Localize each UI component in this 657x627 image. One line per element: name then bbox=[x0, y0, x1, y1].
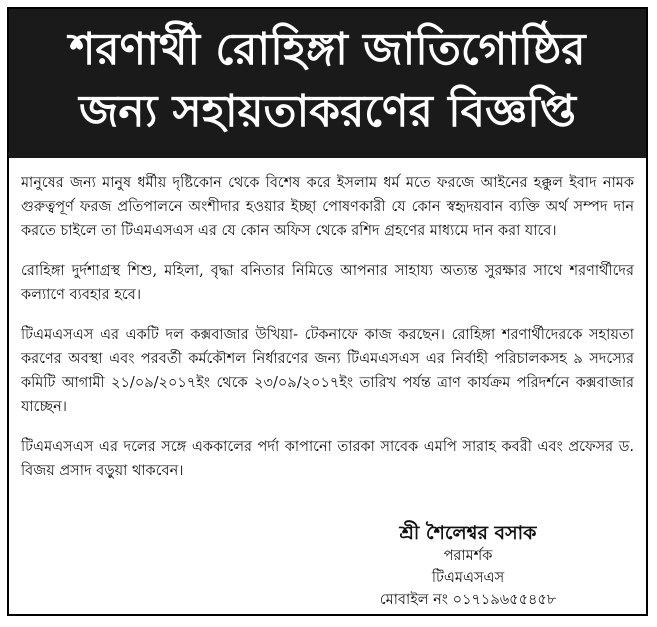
paragraph-usage: রোহিঙ্গা দুর্দশাগ্রস্থ শিশু, মহিলা, বৃদ্ধা বনিতার নিমিত্তে আপনার সাহায্য অত্যন্ত সুরক্ষার সাথে শরণার্থীদের কল্যাণে ব্যবহার হবে। bbox=[21, 263, 634, 303]
headline-line-1: শরণার্থী রোহিঙ্গা জাতিগোষ্ঠির bbox=[69, 24, 586, 75]
paragraph-guests: টিএমএসএস এর দলের সঙ্গে এককালের পর্দা কাপানো তারকা সাবেক এমপি সারাহ কবরী এবং প্রফেসর ড. বিজয় প্রসাদ বড়ুয়া থাকবেন। bbox=[21, 439, 634, 479]
signature-block bbox=[338, 521, 598, 611]
signatory-phone: মোবাইল নং ০১৭১৯৬৫৫৪৫৮ bbox=[379, 592, 557, 608]
headline-line-2: জন্য সহায়তাকরণের বিজ্ঞপ্তি bbox=[78, 86, 577, 137]
notice-box bbox=[7, 7, 648, 616]
signatory-role: পরামর্শক bbox=[443, 548, 493, 564]
headline-banner bbox=[9, 9, 646, 158]
paragraph-team-visit: টিএমএসএস এর একটি দল কক্সবাজার উখিয়া- টেকনাফে কাজ করছেন। রোহিঙ্গা শরণার্থীদেরকে সহায়তা করণের অবস্থা এবং পরবর্তী কর্মকৌশল নির্ধারণের জন্য টিএমএসএস এর নির্বাহী পরিচালকসহ ৯ সদস্যের কমিটি আগামী ২১/০৯/২০১৭ইং থেকে ২৩/০৯/২০১৭ইং তারিখ পর্যন্ত ত্রাণ কার্যক্রম পরিদর্শনে কক্সবাজার যাচ্ছেন। bbox=[21, 327, 634, 415]
paragraph-donation: মানুষের জন্য মানুষ ধর্মীয় দৃষ্টিকোন থেকে বিশেষ করে ইসলাম ধর্ম মতে ফরজে আইনের হক্কুল ইবাদ নামক গুরুত্বপূর্ণ ফরজ প্রতিপালনে অংশীদার হওয়ার ইচ্ছা পোষণকারী যে কোন স্বহৃদয়বান ব্যক্তি অর্থ সম্পদ দান করতে চাইলে তা টিএমএসএস এর যে কোন অফিস থেকে রশিদ গ্রহণের মাধ্যমে দান করা যাবে। bbox=[21, 175, 634, 239]
notice-body bbox=[21, 171, 634, 499]
signatory-name: শ্রী শৈলেশ্বর বসাক bbox=[399, 522, 537, 544]
signatory-organization: টিএমএসএস bbox=[431, 570, 505, 586]
